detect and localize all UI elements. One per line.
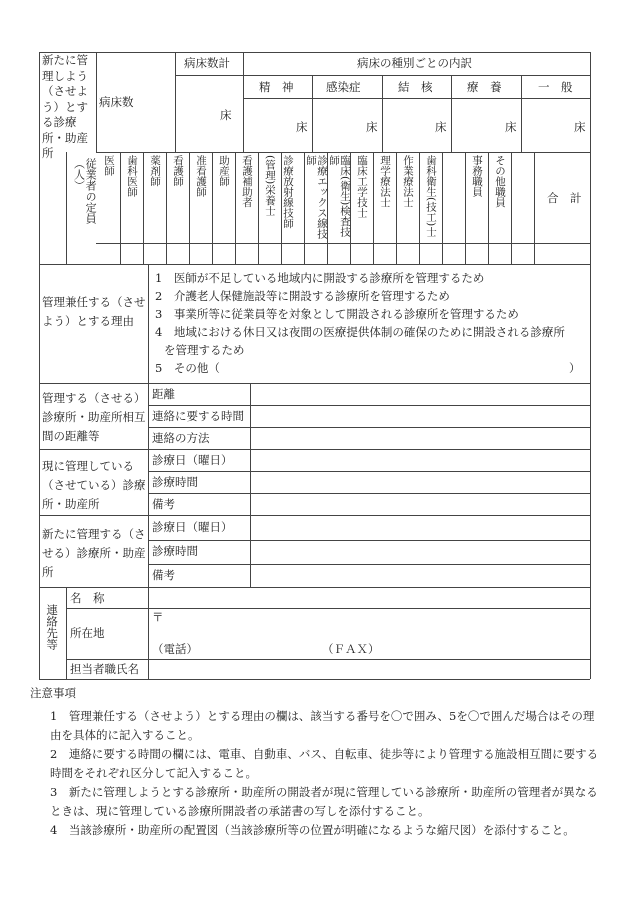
line — [39, 515, 590, 516]
line — [312, 75, 313, 152]
current-facility-label: 現に管理している（させている）診療所・助産所 — [42, 459, 146, 511]
contact-label: 連絡先等 — [45, 604, 60, 650]
bed-type-long-term: 療 養 — [467, 80, 502, 94]
contact-method-field[interactable] — [252, 429, 588, 448]
note-3: 3 新たに管理しようとする診療所・助産所の開設者が現に管理している診療所・助産所の管理者が異なるときは、現に管理している診療所開設者の承諾書の写しを添付すること。 — [50, 785, 598, 818]
bed-type-psychiatric: 精 神 — [259, 80, 294, 94]
line — [511, 152, 512, 264]
distance-field[interactable] — [252, 385, 588, 404]
current-hours-row-label: 診療時間 — [152, 475, 198, 489]
line — [382, 75, 383, 152]
staff-col-pharmacist: 薬剤師 — [149, 155, 162, 187]
line — [419, 152, 420, 264]
reason-2[interactable]: 2 介護老人保健施設等に開設する診療所を管理するため — [155, 289, 450, 303]
line — [235, 152, 236, 264]
current-remarks-field[interactable] — [252, 495, 588, 514]
staff-col-nutritionist: (管理)栄養士 — [264, 155, 277, 216]
reason-label: 管理兼任する（させよう）とする理由 — [42, 295, 146, 328]
bed-unit: 床 — [296, 120, 308, 134]
bed-breakdown-label: 病床の種別ごとの内訳 — [357, 56, 472, 70]
staff-col-occupational-therapist: 作業療法士 — [402, 155, 415, 208]
line — [39, 264, 590, 265]
staff-col-clerical: 事務職員 — [471, 155, 484, 197]
line — [66, 608, 590, 609]
line — [189, 152, 190, 264]
staff-col-radiologic-tech: 診療放射線技師 — [282, 155, 295, 229]
staff-col-clinical-engineer: 臨床工学技士 — [356, 155, 369, 218]
contact-address-label: 所在地 — [70, 626, 105, 640]
new-hours-field[interactable] — [252, 542, 588, 563]
reason-1[interactable]: 1 医師が不足している地域内に開設する診療所を管理するため — [155, 271, 485, 285]
bed-type-general: 一 般 — [538, 80, 573, 94]
bed-unit: 床 — [574, 120, 586, 134]
contact-method-row-label: 連絡の方法 — [152, 431, 210, 445]
staff-col-dentist: 歯科医師 — [126, 155, 139, 197]
new-days-field[interactable] — [252, 517, 588, 539]
bed-count-label: 病床数 — [99, 95, 134, 109]
distance-label: 管理する（させる）診療所・助産所相互間の距離等 — [42, 391, 146, 443]
line — [258, 152, 259, 264]
staff-col-nursing-aide: 看護補助者 — [241, 155, 254, 208]
reason-5-close: ） — [569, 361, 581, 375]
line — [66, 587, 67, 679]
staff-col-physical-therapist: 理学療法士 — [379, 155, 392, 208]
postal-mark: 〒 — [152, 610, 164, 624]
line — [120, 152, 121, 264]
line — [166, 152, 167, 264]
line — [250, 515, 251, 587]
bed-total-unit: 床 — [220, 108, 232, 122]
staff-total-label: 合 計 — [547, 191, 582, 205]
line — [66, 659, 590, 660]
bed-total-label: 病床数計 — [184, 56, 230, 70]
line — [175, 52, 176, 152]
new-hours-row-label: 診療時間 — [152, 544, 198, 558]
contact-person-label: 担当者職氏名 — [70, 662, 139, 676]
current-days-row-label: 診療日（曜日） — [152, 453, 233, 467]
new-facility-label: 新たに管理する（させる）診療所・助産所 — [42, 527, 146, 579]
bed-type-infectious: 感染症 — [326, 80, 361, 94]
line — [66, 152, 67, 264]
border-bottom — [39, 679, 590, 680]
line — [39, 383, 590, 384]
line — [39, 449, 590, 450]
line — [521, 75, 522, 152]
bed-unit: 床 — [505, 120, 517, 134]
reason-3[interactable]: 3 事業所等に従業員等を対象として開設される診療所を管理するため — [155, 307, 519, 321]
staff-col-assistant-nurse: 准看護師 — [195, 155, 208, 197]
staff-col-xray-tech: 診療エックス線技師 — [305, 155, 329, 239]
line — [250, 383, 251, 449]
contact-name-field[interactable] — [150, 589, 588, 607]
staff-col-lab-tech: 臨床(衛生)検査技師 — [328, 155, 352, 237]
line — [451, 75, 452, 152]
staff-col-midwife: 助産師 — [218, 155, 231, 187]
line — [148, 540, 590, 541]
new-remarks-row-label: 備考 — [152, 568, 175, 582]
note-2: 2 連絡に要する時間の欄には、電車、自動車、バス、自転車、徒歩等により管理する施設相互間に要する時間をそれぞれ区分して記入すること。 — [50, 747, 599, 780]
border-left — [39, 52, 40, 679]
bed-unit: 床 — [366, 120, 378, 134]
reason-other-field[interactable] — [245, 364, 565, 378]
travel-time-field[interactable] — [252, 407, 588, 426]
bed-unit: 床 — [435, 120, 447, 134]
staff-col-dental-hygienist: 歯科衛生(技工)士 — [425, 155, 438, 237]
phone-label: （電話） — [152, 642, 198, 656]
line — [534, 152, 535, 264]
line — [243, 52, 244, 152]
staff-col-other: その他職員 — [494, 155, 507, 208]
reason-4-cont: を管理するため — [164, 343, 245, 357]
new-remarks-field[interactable] — [252, 566, 588, 586]
staff-col-doctor: 医師 — [103, 155, 116, 176]
border-top — [39, 52, 590, 53]
fax-label: （ＦＡＸ） — [322, 642, 380, 656]
note-1: 1 管理兼任する（させよう）とする理由の欄は、該当する番号を〇で囲み、5を〇で囲んだ場合はその理由を具体的に記入すること。 — [50, 709, 595, 742]
line — [488, 152, 489, 264]
contact-address-field[interactable] — [166, 610, 588, 638]
staff-col-nurse: 看護師 — [172, 155, 185, 187]
line — [373, 152, 374, 264]
fax-field[interactable] — [376, 640, 588, 657]
current-hours-field[interactable] — [252, 473, 588, 492]
line — [243, 98, 590, 99]
line — [442, 152, 443, 264]
line — [39, 587, 590, 588]
line — [148, 427, 590, 428]
travel-time-row-label: 連絡に要する時間 — [152, 409, 244, 423]
line — [143, 152, 144, 264]
line — [465, 152, 466, 264]
line — [148, 405, 590, 406]
line — [96, 152, 590, 153]
current-remarks-row-label: 備考 — [152, 497, 175, 511]
phone-field[interactable] — [196, 640, 316, 657]
line — [212, 152, 213, 264]
line — [148, 493, 590, 494]
distance-row-label: 距離 — [152, 387, 175, 401]
bed-type-tuberculosis: 結 核 — [398, 80, 433, 94]
line — [250, 449, 251, 515]
border-right — [590, 52, 591, 679]
contact-person-field[interactable] — [150, 661, 588, 678]
line — [96, 243, 590, 244]
line — [148, 471, 590, 472]
reason-5[interactable]: 5 その他（ — [155, 361, 220, 375]
contact-name-label: 名 称 — [70, 591, 105, 605]
new-days-row-label: 診療日（曜日） — [152, 520, 233, 534]
note-4: 4 当該診療所・助産所の配置図（当該診療所等の位置が明確になるような縮尺図）を添付すること。 — [50, 823, 575, 837]
current-days-field[interactable] — [252, 451, 588, 470]
new-management-label: 新たに管理しよう（させよう）とする診療所・助産所 — [42, 53, 88, 160]
line — [396, 152, 397, 264]
line — [148, 564, 590, 565]
notes-title: 注意事項 — [30, 686, 76, 700]
staff-capacity-label: 従業者の定員（人） — [72, 158, 98, 224]
reason-4[interactable]: 4 地域における休日又は夜間の医療提供体制の確保のために開設される診療所 — [155, 325, 565, 339]
